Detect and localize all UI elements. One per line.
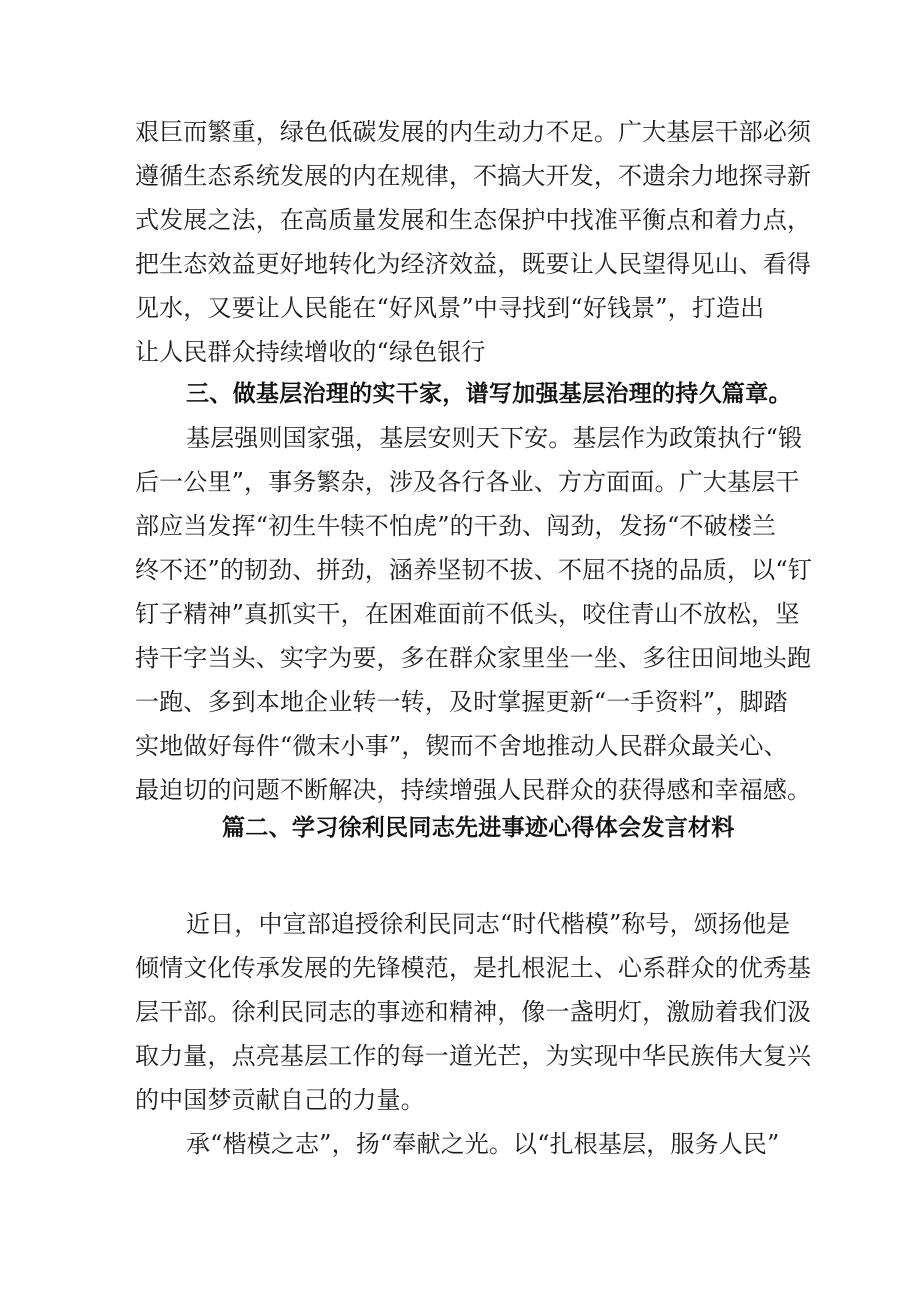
- body-line: 让人民群众持续增收的“绿色银行: [135, 338, 486, 366]
- body-line: 取力量，点亮基层工作的每一道光芒，为实现中华民族伟大复兴: [135, 1042, 812, 1070]
- body-line: 后一公里”，事务繁杂，涉及各行各业、方方面面。广大基层干: [135, 468, 800, 496]
- body-line: 艰巨而繁重，绿色低碳发展的内生动力不足。广大基层干部必须: [135, 118, 812, 146]
- body-line: 见水，又要让人民能在“好风景”中寻找到“好钱景”，打造出: [135, 294, 765, 322]
- body-line: 一跑、多到本地企业转一转，及时掌握更新“一手资料”，脚踏: [135, 688, 788, 716]
- body-line: 把生态效益更好地转化为经济效益，既要让人民望得见山、看得: [135, 250, 812, 278]
- body-line: 倾情文化传承发展的先锋模范，是扎根泥土、心系群众的优秀基: [135, 954, 812, 982]
- article-title: 篇二、学习徐利民同志先进事迹心得体会发言材料: [222, 815, 735, 841]
- body-line: 的中国梦贡献自己的力量。: [135, 1086, 425, 1114]
- body-line: 钉子精神”真抓实干，在困难面前不低头，咬住青山不放松，坚: [135, 600, 800, 628]
- body-line: 终不还”的韧劲、拼劲，涵养坚韧不拔、不屈不挠的品质，以“钉: [135, 556, 812, 584]
- body-line: 层干部。徐利民同志的事迹和精神，像一盏明灯，激励着我们汲: [135, 998, 812, 1026]
- body-line: 部应当发挥“初生牛犊不怕虎”的干劲、闯劲，发扬“不破楼兰: [135, 512, 777, 540]
- body-line: 基层强则国家强，基层安则天下安。基层作为政策执行“锻: [186, 424, 803, 452]
- body-line: 持干字当头、实字为要，多在群众家里坐一坐、多往田间地头跑: [135, 644, 812, 672]
- body-line: 承“楷模之志”，扬“奉献之光。以“扎根基层，服务人民”: [186, 1130, 780, 1158]
- body-line: 近日，中宣部追授徐利民同志“时代楷模”称号，颂扬他是: [186, 910, 791, 938]
- body-line: 最迫切的问题不断解决，持续增强人民群众的获得感和幸福感。: [135, 776, 812, 804]
- section-heading: 三、做基层治理的实干家，谱写加强基层治理的持久篇章。: [186, 381, 792, 407]
- body-line: 实地做好每件“微末小事”，锲而不舍地推动人民群众最关心、: [135, 732, 788, 760]
- body-line: 式发展之法，在高质量发展和生态保护中找准平衡点和着力点，: [135, 206, 812, 234]
- body-line: 遵循生态系统发展的内在规律，不搞大开发，不遗余力地探寻新: [135, 162, 812, 190]
